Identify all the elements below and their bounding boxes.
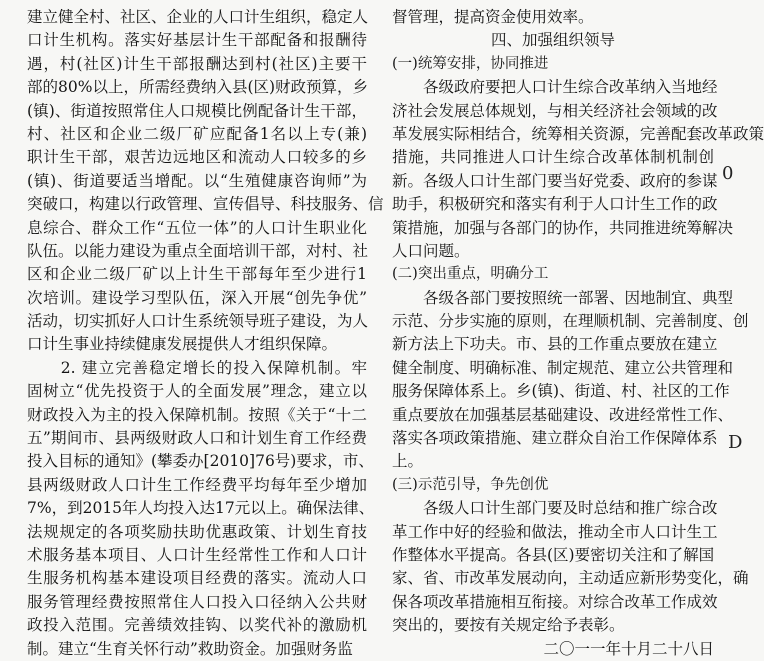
right-text-column bbox=[392, 6, 764, 661]
left-line-20: 投入目标的通知》(攀委办[2010]76号)要求，市、 bbox=[27, 452, 374, 471]
right-line-3: (一)统筹安排，协同推进 bbox=[392, 55, 549, 72]
right-line-23: 革工作中好的经验和做法，推动全市人口计生工 bbox=[392, 522, 718, 541]
left-line-18: 财政投入为主的投入保障机制。按照《关于“十二 bbox=[27, 405, 367, 424]
left-line-19: 五”期间市、县两级财政人口和计划生育工作经费 bbox=[27, 429, 367, 448]
left-line-2: 口计生机构。落实好基层计生干部配备和报酬待 bbox=[27, 31, 367, 50]
right-line-22: 各级人口计生部门要及时总结和推广综合改 bbox=[392, 499, 718, 518]
right-line-26: 保各项改革措施相互衔接。对综合改革工作成效 bbox=[392, 592, 718, 611]
right-line-12: (二)突出重点，明确分工 bbox=[392, 266, 549, 283]
left-line-10: 息综合、群众工作“五位一体”的人口计生职业化 bbox=[27, 218, 367, 237]
left-line-13: 次培训。建设学习型队伍，深入开展“创先争优” bbox=[27, 288, 367, 307]
left-line-1: 建立健全村、社区、企业的人口计生组织，稳定人 bbox=[27, 8, 369, 26]
right-line-20: 上。 bbox=[392, 452, 424, 471]
left-line-22: 7%，到2015年人均投入达17元以上。确保法律、 bbox=[27, 499, 375, 518]
left-line-28: 制。建立“生育关怀行动”救助资金。加强财务监 bbox=[27, 639, 353, 658]
right-line-14: 示范、分步实施的原则，在理顺机制、完善制度、创 bbox=[392, 312, 749, 331]
left-line-14: 活动，切实抓好人口计生系统领导班子建设，为人 bbox=[27, 312, 369, 331]
right-line-15: 新方法上下功夫。市、县的工作重点要放在建立 bbox=[392, 335, 718, 354]
left-line-21: 县两级财政人口计生工作经费平均每年至少增加 bbox=[27, 475, 367, 494]
left-line-9: 突破口，构建以行政管理、宣传倡导、科技服务、信 bbox=[27, 195, 384, 214]
right-line-28: 二〇一一年十月二十八日 bbox=[543, 639, 714, 658]
right-line-10: 策措施，加强与各部门的协作，共同推进统筹解决 bbox=[392, 218, 734, 237]
right-line-25: 家、省、市改革发展动向，主动适应新形势变化，确 bbox=[392, 569, 749, 588]
left-line-23: 法规规定的各项奖励扶助优惠政策、计划生育技 bbox=[27, 522, 367, 541]
margin-mark-bottom: D bbox=[728, 432, 743, 453]
right-line-27: 突出的，要按有关规定给予表彰。 bbox=[392, 616, 625, 635]
right-line-13: 各级各部门要按照统一部署、因地制宜、典型 bbox=[392, 288, 734, 307]
left-line-25: 生服务机构基本建设项目经费的落实。流动人口 bbox=[27, 569, 367, 588]
right-line-11: 人口问题。 bbox=[392, 241, 470, 260]
left-line-12: 区和企业二级厂矿以上计生干部每年至少进行1 bbox=[27, 265, 367, 284]
left-line-17: 固树立“优先投资于人的全面发展”理念，建立以 bbox=[27, 382, 367, 401]
left-line-6: 村、社区和企业二级厂矿应配备1名以上专(兼) bbox=[27, 124, 367, 143]
left-line-5: (镇)、街道按照常住人口规模比例配备计生干部， bbox=[27, 101, 367, 120]
right-line-1: 督管理，提高资金使用效率。 bbox=[392, 8, 594, 26]
right-line-17: 服务保障体系上。乡(镇)、街道、村、社区的工作 bbox=[392, 382, 730, 401]
right-line-6: 革发展实际相结合，统筹相关资源，完善配套改革政策 bbox=[392, 124, 764, 143]
right-line-16: 健全制度、明确标准、制定规范、建立公共管理和 bbox=[392, 358, 734, 377]
left-line-24: 术服务基本项目、人口计生经常性工作和人口计 bbox=[27, 545, 367, 564]
right-line-7: 措施，共同推进人口计生综合改革体制机制创 bbox=[392, 148, 714, 167]
right-line-24: 作整体水平提高。各县(区)要密切关注和了解国 bbox=[392, 545, 715, 564]
right-line-2: 四、加强组织领导 bbox=[490, 31, 615, 50]
right-line-5: 济社会发展总体规划，与相关经济社会领域的改 bbox=[392, 101, 718, 120]
right-line-19: 落实各项政策措施、建立群众自治工作保障体系 bbox=[392, 429, 718, 448]
left-line-7: 职计生干部，艰苦边远地区和流动人口较多的乡 bbox=[27, 148, 367, 167]
left-line-8: (镇)、街道要适当增配。以“生殖健康咨询师”为 bbox=[27, 171, 367, 190]
margin-mark-top: 0 bbox=[722, 163, 734, 184]
right-line-4: 各级政府要把人口计生综合改革纳入当地经 bbox=[392, 78, 718, 97]
right-line-21: (三)示范引导，争先创优 bbox=[392, 476, 549, 493]
left-line-4: 部的80%以上，所需经费纳入县(区)财政预算，乡 bbox=[27, 78, 369, 97]
left-line-26: 服务管理经费按照常住人口投入口径纳入公共财 bbox=[27, 592, 367, 611]
left-line-3: 遇，村(社区)计生干部报酬达到村(社区)主要干 bbox=[27, 54, 367, 73]
right-line-8: 新。各级人口计生部门要当好党委、政府的参谋 bbox=[392, 171, 718, 190]
right-line-9: 助手，积极研究和落实有利于人口计生工作的政 bbox=[392, 195, 718, 214]
right-line-18: 重点要放在加强基层基础建设、改进经常性工作、 bbox=[392, 405, 734, 424]
left-text-column bbox=[27, 6, 384, 661]
left-line-27: 政投入范围。完善绩效挂钩、以奖代补的激励机 bbox=[27, 616, 367, 635]
left-line-15: 口计生事业持续健康发展提供人才组织保障。 bbox=[27, 335, 338, 354]
left-line-16: 2. 建立完善稳定增长的投入保障机制。牢 bbox=[27, 358, 367, 377]
left-line-11: 队伍。以能力建设为重点全面培训干部，对村、社 bbox=[27, 241, 369, 260]
